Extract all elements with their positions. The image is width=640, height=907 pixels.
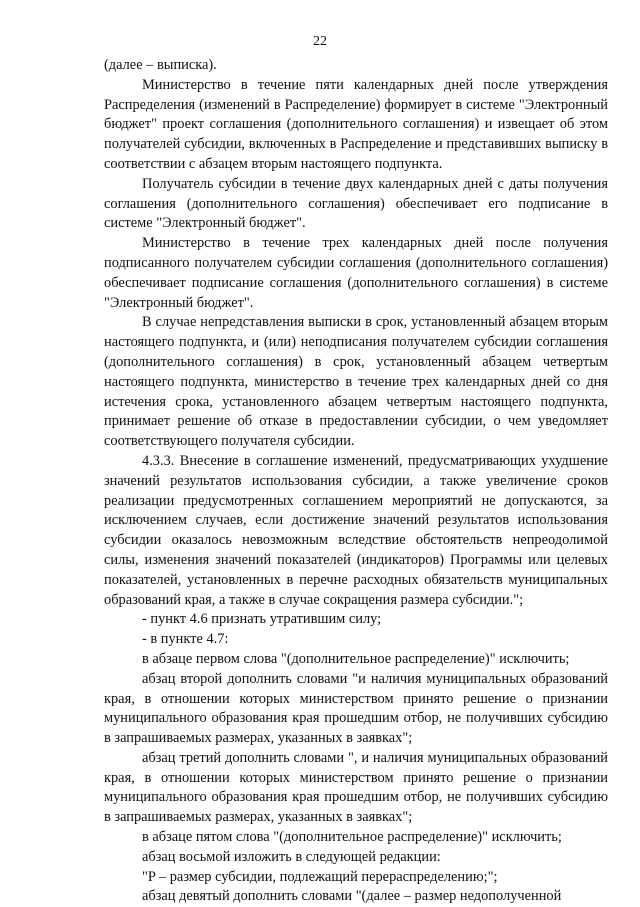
paragraph: абзац третий дополнить словами ", и наличия муниципальных образований края, в отношении которых министерством принято решение о признании муниципального образования края прошедшим отбор, не получивших субсидию в запрашиваемых размерах, указанных в заявках"; <box>104 749 608 826</box>
paragraph: 4.3.3. Внесение в соглашение изменений, предусматривающих ухудшение значений результатов использования субсидии, а также увеличение сроков реализации предусмотренных соглашением мероприятий не допускаются, за исключением случаев, если достижение значений результатов использования субсидии оказалось невозможным вследствие обстоятельств непреодолимой силы, изменения значений показателей (индикаторов) Программы или целевых показателей, установленных в перечне расходных обязательств муниципальных образований края, а также в случае сокращения размера субсидии."; <box>104 452 608 608</box>
paragraph: абзац второй дополнить словами "и наличия муниципальных образований края, в отношении которых министерством принято решение о признании муниципального образования края прошедшим отбор, не получивших субсидию в запрашиваемых размерах, указанных в заявках"; <box>104 670 608 747</box>
paragraph: "P – размер субсидии, подлежащий перераспределению;"; <box>142 868 498 885</box>
paragraph: в абзаце первом слова "(дополнительное распределение)" исключить; <box>142 650 570 667</box>
paragraph: абзац девятый дополнить словами "(далее – размер недополученной <box>142 888 562 905</box>
paragraph: Получатель субсидии в течение двух календарных дней с даты получения соглашения (дополнительного соглашения) обеспечивает его подписание в системе "Электронный бюджет". <box>104 175 608 232</box>
paragraph: (далее – выписка). <box>104 57 217 73</box>
paragraph: - в пункте 4.7: <box>142 631 229 648</box>
body-text <box>104 56 608 907</box>
paragraph: В случае непредставления выписки в срок, установленный абзацем вторым настоящего подпункта, и (или) неподписания получателем субсидии соглашения (дополнительного соглашения) в срок, установленный абзацем четвертым настоящего подпункта, министерство в течение трех календарных дней со дня истечения срока, установленного абзацем четвертым настоящего подпункта, принимает решение об отказе в предоставлении субсидии, о чем уведомляет соответствующего получателя субсидии. <box>104 314 608 450</box>
paragraph: абзац восьмой изложить в следующей редакции: <box>142 848 441 865</box>
paragraph: Министерство в течение пяти календарных дней после утверждения Распределения (изменений в Распределение) формирует в системе "Электронный бюджет" проект соглашения (дополнительного соглашения) и извещает об этом получателей субсидии, включенных в Распределение и представивших выписку в соответствии с абзацем вторым настоящего подпункта. <box>104 76 608 172</box>
paragraph: Министерство в течение трех календарных дней после получения подписанного получателем субсидии соглашения (дополнительного соглашения) обеспечивает подписание соглашения (дополнительного соглашения) в системе "Электронный бюджет". <box>104 235 608 311</box>
paragraph: - пункт 4.6 признать утратившим силу; <box>142 611 382 628</box>
paragraph: в абзаце пятом слова "(дополнительное распределение)" исключить; <box>142 829 562 846</box>
page-number: 22 <box>313 34 327 49</box>
